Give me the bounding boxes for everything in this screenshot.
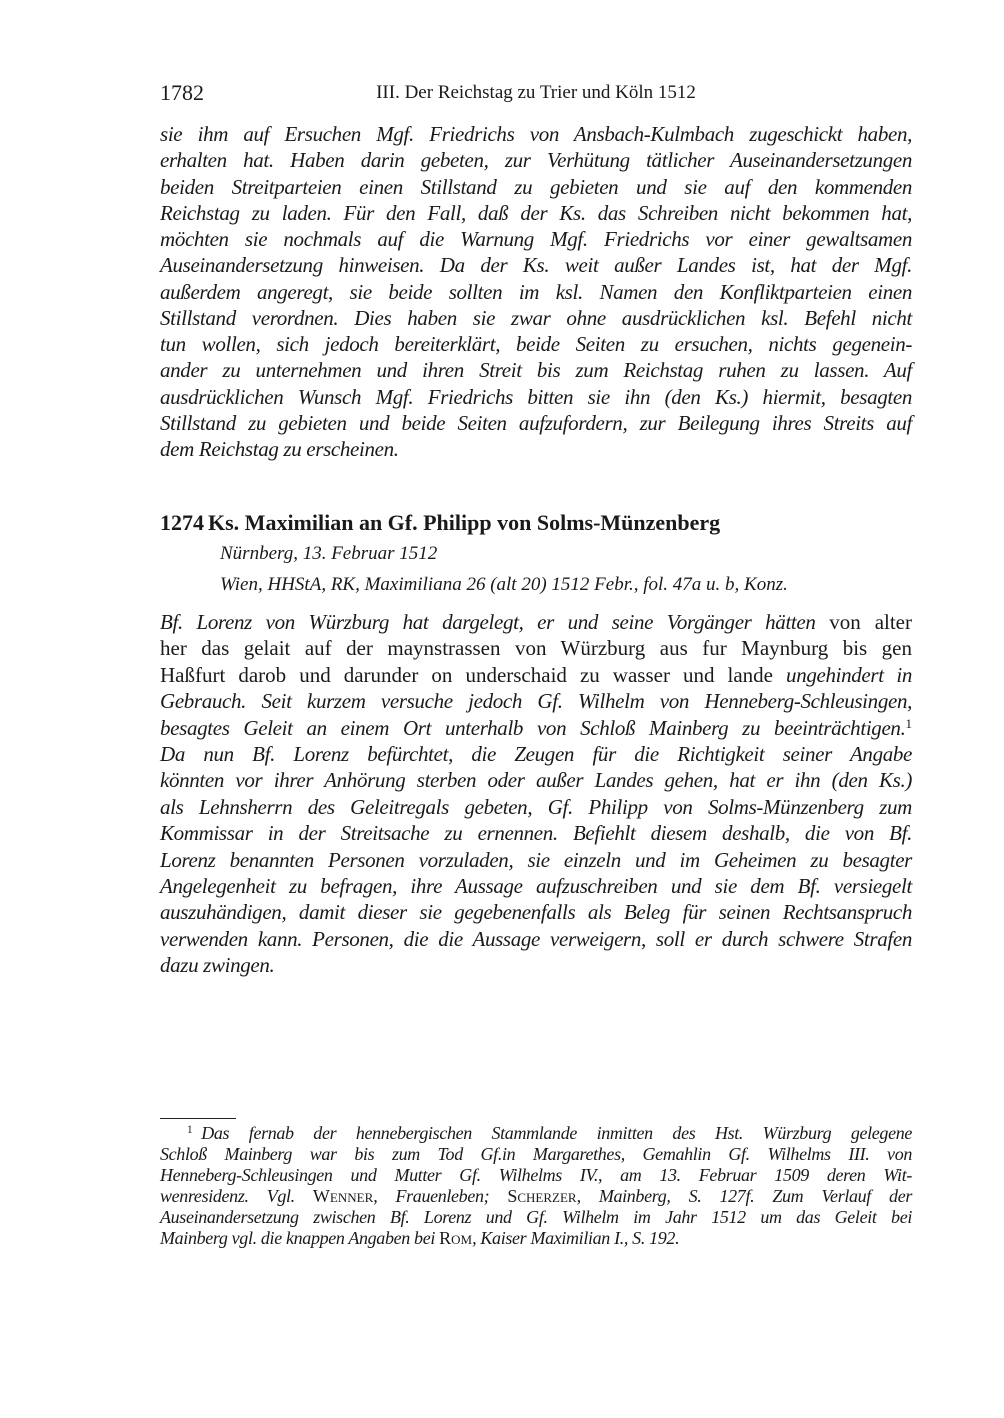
text-line xyxy=(160,636,912,662)
text-segment: , Frauenleben; xyxy=(373,1185,508,1206)
text-segment: Schloß Mainberg war bis zum Tod Gf.in Margarethes, Gemahlin Gf. Wilhelms III. von xyxy=(160,1143,912,1164)
text-segment: ungehindert in xyxy=(786,662,913,687)
text-line xyxy=(160,742,912,768)
text-line xyxy=(160,411,912,437)
page-number: 1782 xyxy=(160,80,204,105)
text-line xyxy=(160,1207,912,1228)
text-line xyxy=(160,795,912,821)
running-title: III. Der Reichstag zu Trier und Köln 1512 xyxy=(376,82,696,103)
text-line xyxy=(160,253,912,279)
text-segment: beiden Streitparteien einen Stillstand zu gebieten und sie auf den kommenden xyxy=(160,174,912,199)
text-segment: als Lehnsherrn des Geleitregals gebeten, Gf. Philipp von Solms-Münzenberg zum xyxy=(160,794,912,819)
text-line xyxy=(160,201,912,227)
text-segment: Gebrauch. Seit kurzem versuche jedoch Gf. Wilhelm von Henneberg-Schleusingen, xyxy=(160,689,912,714)
text-line xyxy=(160,437,912,463)
text-segment: Wenner xyxy=(312,1185,374,1206)
text-line xyxy=(160,900,912,926)
text-segment: auszuhändigen, damit dieser sie gegebenenfalls als Beleg für seinen Rechtsanspruch xyxy=(160,900,912,925)
footnote-marker: 1 xyxy=(905,715,912,731)
text-segment xyxy=(160,1123,187,1143)
text-line xyxy=(160,874,912,900)
text-segment: Rom xyxy=(439,1227,473,1248)
text-segment: dazu zwingen. xyxy=(160,953,275,978)
text-line xyxy=(160,953,912,979)
text-segment: Bf. Lorenz von Würzburg hat dargelegt, er und seine Vorgänger hätten xyxy=(160,610,830,634)
text-segment: sie ihm auf Ersuchen Mgf. Friedrichs von Ansbach-Kulmbach zugeschickt haben, xyxy=(160,122,912,146)
text-segment: Lorenz benannten Personen vorzuladen, sie einzeln und im Geheimen zu besagter xyxy=(160,847,912,872)
footnote-rule xyxy=(160,1118,236,1119)
text-segment: Angelegenheit zu befragen, ihre Aussage aufzuschreiben und sie dem Bf. versiegelt xyxy=(160,874,912,898)
text-segment: besagtes Geleit an einem Ort unterhalb von Schloß Mainberg zu beeinträchtigen. xyxy=(160,715,906,740)
text-line xyxy=(160,358,912,384)
text-segment: außerdem angeregt, sie beide sollten im ksl. Namen den Konfliktparteien einen xyxy=(160,279,912,304)
text-segment: Auseinandersetzung zwischen Bf. Lorenz und Gf. Wilhelm im Jahr 1512 um das Geleit bei xyxy=(160,1206,912,1227)
text-line xyxy=(160,306,912,332)
text-line xyxy=(160,332,912,358)
text-line xyxy=(160,1123,912,1144)
text-segment: Kommissar in der Streitsache zu ernennen. Befiehlt diesem deshalb, die von Bf. xyxy=(160,821,912,846)
document-number: 1274 xyxy=(160,510,204,535)
text-segment: Reichstag zu laden. Für den Fall, daß der Ks. das Schreiben nicht bekommen hat, xyxy=(160,200,912,225)
document-title: Ks. Maximilian an Gf. Philipp von Solms-Münzenberg xyxy=(208,510,721,535)
text-line xyxy=(160,122,912,148)
text-segment: , Kaiser Maximilian I., S. 192. xyxy=(472,1227,680,1248)
text-line xyxy=(160,280,912,306)
text-line xyxy=(160,768,912,794)
text-segment: , Mainberg, S. 127f. Zum Verlauf der xyxy=(576,1185,912,1206)
text-segment: ausdrücklichen Wunsch Mgf. Friedrichs bitten sie ihn (den Ks.) hiermit, besagten xyxy=(160,384,912,409)
text-line xyxy=(160,1144,912,1165)
text-segment: verwenden kann. Personen, die die Aussage verweigern, soll er durch schwere Strafen xyxy=(160,926,912,951)
archival-source: Wien, HHStA, RK, Maximiliana 26 (alt 20) 1512 Febr., fol. 47a u. b, Konz. xyxy=(220,574,788,595)
text-line xyxy=(160,1165,912,1186)
text-line xyxy=(160,385,912,411)
text-segment: Da nun Bf. Lorenz befürchtet, die Zeugen für die Richtigkeit seiner Angabe xyxy=(160,742,912,766)
text-segment: ander zu unternehmen und ihren Streit bis zum Reichstag ruhen zu lassen. Auf xyxy=(160,358,912,383)
text-line xyxy=(160,848,912,874)
text-segment: wenresidenz. Vgl. xyxy=(160,1185,313,1206)
place-date: Nürnberg, 13. Februar 1512 xyxy=(220,543,438,564)
text-line xyxy=(160,716,912,742)
footnote-marker: 1 xyxy=(187,1123,193,1136)
text-line xyxy=(160,1186,912,1207)
text-line xyxy=(160,821,912,847)
text-segment: von alter xyxy=(829,610,912,634)
text-segment: her das gelait auf der maynstrassen von Würzburg aus fur Maynburg bis gen xyxy=(160,636,912,661)
text-line xyxy=(160,689,912,715)
text-line xyxy=(160,175,912,201)
text-line xyxy=(160,610,912,636)
text-segment: tun wollen, sich jedoch bereiterklärt, beide Seiten zu ersuchen, nichts gegenein- xyxy=(160,332,912,356)
text-segment: Scherzer xyxy=(507,1185,577,1206)
text-line xyxy=(160,663,912,689)
text-segment: Stillstand verordnen. Dies haben sie zwar ohne ausdrücklichen ksl. Befehl nicht xyxy=(160,305,912,330)
text-segment: Auseinandersetzung hinweisen. Da der Ks. weit außer Landes ist, hat der Mgf. xyxy=(160,253,912,278)
text-segment: Mainberg vgl. die knappen Angaben bei xyxy=(160,1227,440,1248)
text-line xyxy=(160,1228,912,1249)
text-line xyxy=(160,227,912,253)
text-segment: dem Reichstag zu erscheinen. xyxy=(160,437,399,461)
text-segment: möchten sie nochmals auf die Warnung Mgf. Friedrichs vor einer gewaltsamen xyxy=(160,227,912,251)
text-segment: Stillstand zu gebieten und beide Seiten aufzufordern, zur Beilegung ihres Streits auf xyxy=(160,410,912,435)
text-line xyxy=(160,927,912,953)
text-segment: Das fernab der hennebergischen Stammlande inmitten des Hst. Würzburg gelegene xyxy=(192,1123,912,1143)
text-segment: Henneberg-Schleusingen und Mutter Gf. Wilhelms IV., am 13. Februar 1509 deren Wit- xyxy=(160,1164,912,1185)
document-heading xyxy=(160,510,720,536)
text-segment: erhalten hat. Haben darin gebeten, zur Verhütung tätlicher Auseinandersetzungen xyxy=(160,148,912,173)
text-segment: könnten vor ihrer Anhörung sterben oder außer Landes gehen, hat er ihn (den Ks.) xyxy=(160,768,912,793)
text-line xyxy=(160,148,912,174)
text-segment: Haßfurt darob und darunder on underschaid zu wasser und lande xyxy=(160,662,787,687)
